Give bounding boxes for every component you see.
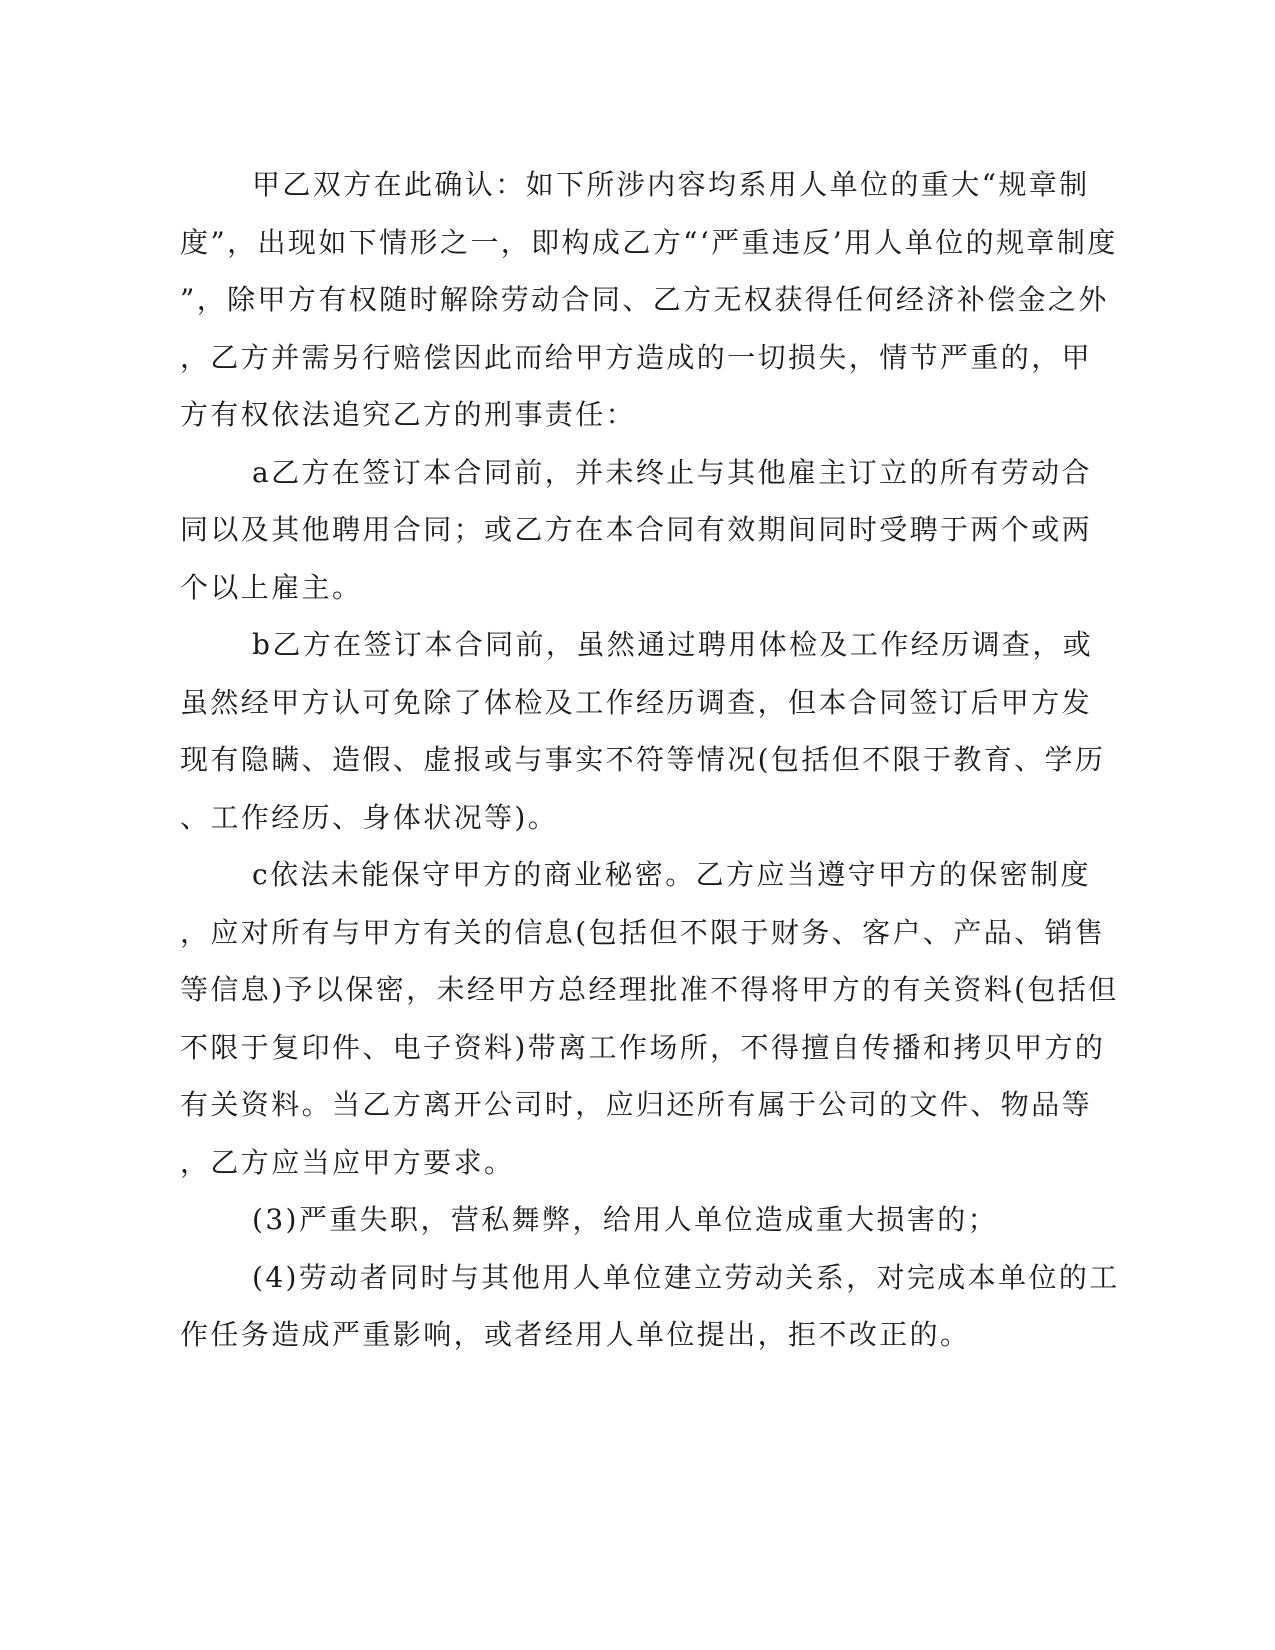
text-line: 、工作经历、身体状况等)。 — [180, 801, 559, 834]
text-line: ，应对所有与甲方有关的信息(包括但不限于财务、客户、产品、销售 — [180, 916, 1106, 949]
text-line: 作任务造成严重影响，或者经用人单位提出，拒不改正的。 — [180, 1318, 971, 1351]
text-line: ”，除甲方有权随时解除劳动合同、乙方无权获得任何经济补偿金之外 — [180, 283, 1109, 316]
text-line: 甲乙双方在此确认：如下所涉内容均系用人单位的重大“规章制 — [252, 168, 1090, 201]
text-line: c依法未能保守甲方的商业秘密。乙方应当遵守甲方的保密制度 — [252, 858, 1091, 891]
text-line: 有关资料。当乙方离开公司时，应归还所有属于公司的文件、物品等 — [180, 1088, 1093, 1121]
text-line: b乙方在签订本合同前，虽然通过聘用体检及工作经历调查，或 — [252, 628, 1094, 661]
text-line: 同以及其他聘用合同；或乙方在本合同有效期间同时受聘于两个或两 — [180, 513, 1093, 546]
text-line: ，乙方应当应甲方要求。 — [180, 1146, 515, 1179]
text-line: 现有隐瞒、造假、虚报或与事实不符等情况(包括但不限于教育、学历 — [180, 743, 1106, 776]
text-line: 等信息)予以保密，未经甲方总经理批准不得将甲方的有关资料(包括但 — [180, 973, 1119, 1006]
text-line: 个以上雇主。 — [180, 571, 363, 604]
text-line: 不限于复印件、电子资料)带离工作场所，不得擅自传播和拷贝甲方的 — [180, 1031, 1106, 1064]
text-line: 度”，出现如下情形之一，即构成乙方“‘严重违反’用人单位的规章制度 — [180, 226, 1118, 259]
text-line: ，乙方并需另行赔偿因此而给甲方造成的一切损失，情节严重的，甲 — [180, 341, 1093, 374]
text-line: a乙方在签订本合同前，并未终止与其他雇主订立的所有劳动合 — [252, 456, 1092, 489]
text-line: (4)劳动者同时与其他用人单位建立劳动关系，对完成本单位的工 — [252, 1261, 1120, 1294]
text-line: (3)严重失职，营私舞弊，给用人单位造成重大损害的； — [252, 1203, 999, 1236]
text-line: 方有权依法追究乙方的刑事责任： — [180, 398, 637, 431]
text-line: 虽然经甲方认可免除了体检及工作经历调查，但本合同签订后甲方发 — [180, 686, 1093, 719]
